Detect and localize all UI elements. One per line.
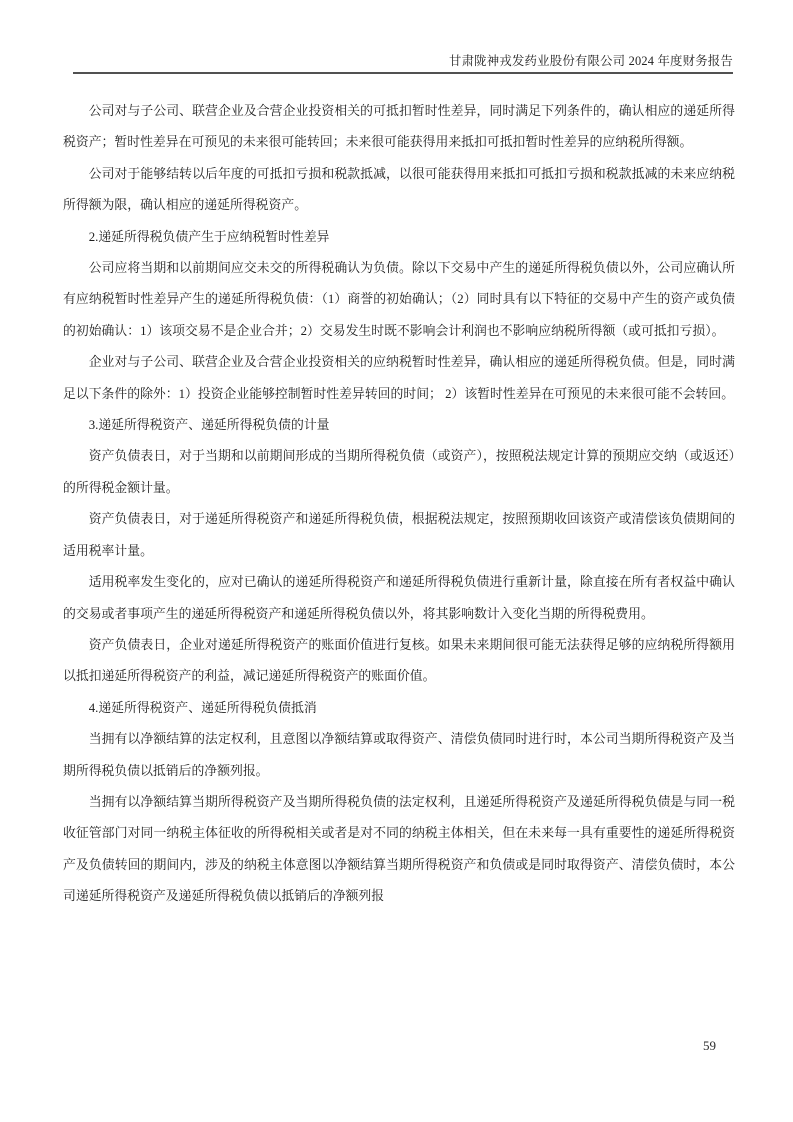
document-body: [63, 96, 735, 913]
paragraph: 企业对与子公司、联营企业及合营企业投资相关的应纳税暂时性差异，确认相应的递延所得税负债。但是，同时满足以下条件的除外：1）投资企业能够控制暂时性差异转回的时间； 2）该暂时性差异在可预见的未来很可能不会转回。: [63, 355, 735, 401]
page-number: 59: [703, 1038, 716, 1053]
paragraph: 当拥有以净额结算的法定权利，且意图以净额结算或取得资产、清偿负债同时进行时，本公司当期所得税资产及当期所得税负债以抵销后的净额列报。: [63, 732, 735, 778]
paragraph: 当拥有以净额结算当期所得税资产及当期所得税负债的法定权利，且递延所得税资产及递延所得税负债是与同一税收征管部门对同一纳税主体征收的所得税相关或者是对不同的纳税主体相关，但在未来每一具有重要性的递延所得税资产及负债转回的期间内，涉及的纳税主体意图以净额结算当期所得税资产和负债或是同时取得资产、清偿负债时，本公司递延所得税资产及递延所得税负债以抵销后的净额列报: [63, 794, 735, 904]
paragraph: 资产负债表日，企业对递延所得税资产的账面价值进行复核。如果未来期间很可能无法获得足够的应纳税所得额用以抵扣递延所得税资产的利益，减记递延所得税资产的账面价值。: [63, 637, 735, 684]
paragraph: 公司对与子公司、联营企业及合营企业投资相关的可抵扣暂时性差异，同时满足下列条件的，确认相应的递延所得税资产；暂时性差异在可预见的未来很可能转回；未来很可能获得用来抵扣可抵扣暂时性差异的应纳税所得额。: [63, 104, 735, 150]
page-header: [73, 54, 733, 69]
section-heading: 4.递延所得税资产、递延所得税负债抵消: [88, 700, 317, 715]
header-rule: [73, 72, 733, 74]
paragraph: 公司应将当期和以前期间应交未交的所得税确认为负债。除以下交易中产生的递延所得税负债以外，公司应确认所有应纳税暂时性差异产生的递延所得税负债：（1）商誉的初始确认；（2）同时具有以下特征的交易中产生的资产或负债的初始确认：1）该项交易不是企业合并；2）交易发生时既不影响会计利润也不影响应纳税所得额（或可抵扣亏损）。: [63, 261, 735, 338]
paragraph: 资产负债表日，对于递延所得税资产和递延所得税负债，根据税法规定，按照预期收回该资产或清偿该负债期间的适用税率计量。: [63, 512, 735, 558]
paragraph: 适用税率发生变化的，应对已确认的递延所得税资产和递延所得税负债进行重新计量，除直接在所有者权益中确认的交易或者事项产生的递延所得税资产和递延所得税负债以外，将其影响数计入变化当期的所得税费用。: [63, 575, 735, 621]
header-title: 甘肃陇神戎发药业股份有限公司 2024 年度财务报告: [449, 54, 733, 68]
paragraph: 资产负债表日，对于当期和以前期间形成的当期所得税负债（或资产），按照税法规定计算的预期应交纳（或返还）的所得税金额计量。: [63, 449, 735, 495]
section-heading: 3.递延所得税资产、递延所得税负债的计量: [88, 418, 330, 433]
paragraph: 公司对于能够结转以后年度的可抵扣亏损和税款抵减，以很可能获得用来抵扣可抵扣亏损和税款抵减的未来应纳税所得额为限，确认相应的递延所得税资产。: [63, 166, 735, 213]
section-heading: 2.递延所得税负债产生于应纳税暂时性差异: [88, 229, 330, 244]
